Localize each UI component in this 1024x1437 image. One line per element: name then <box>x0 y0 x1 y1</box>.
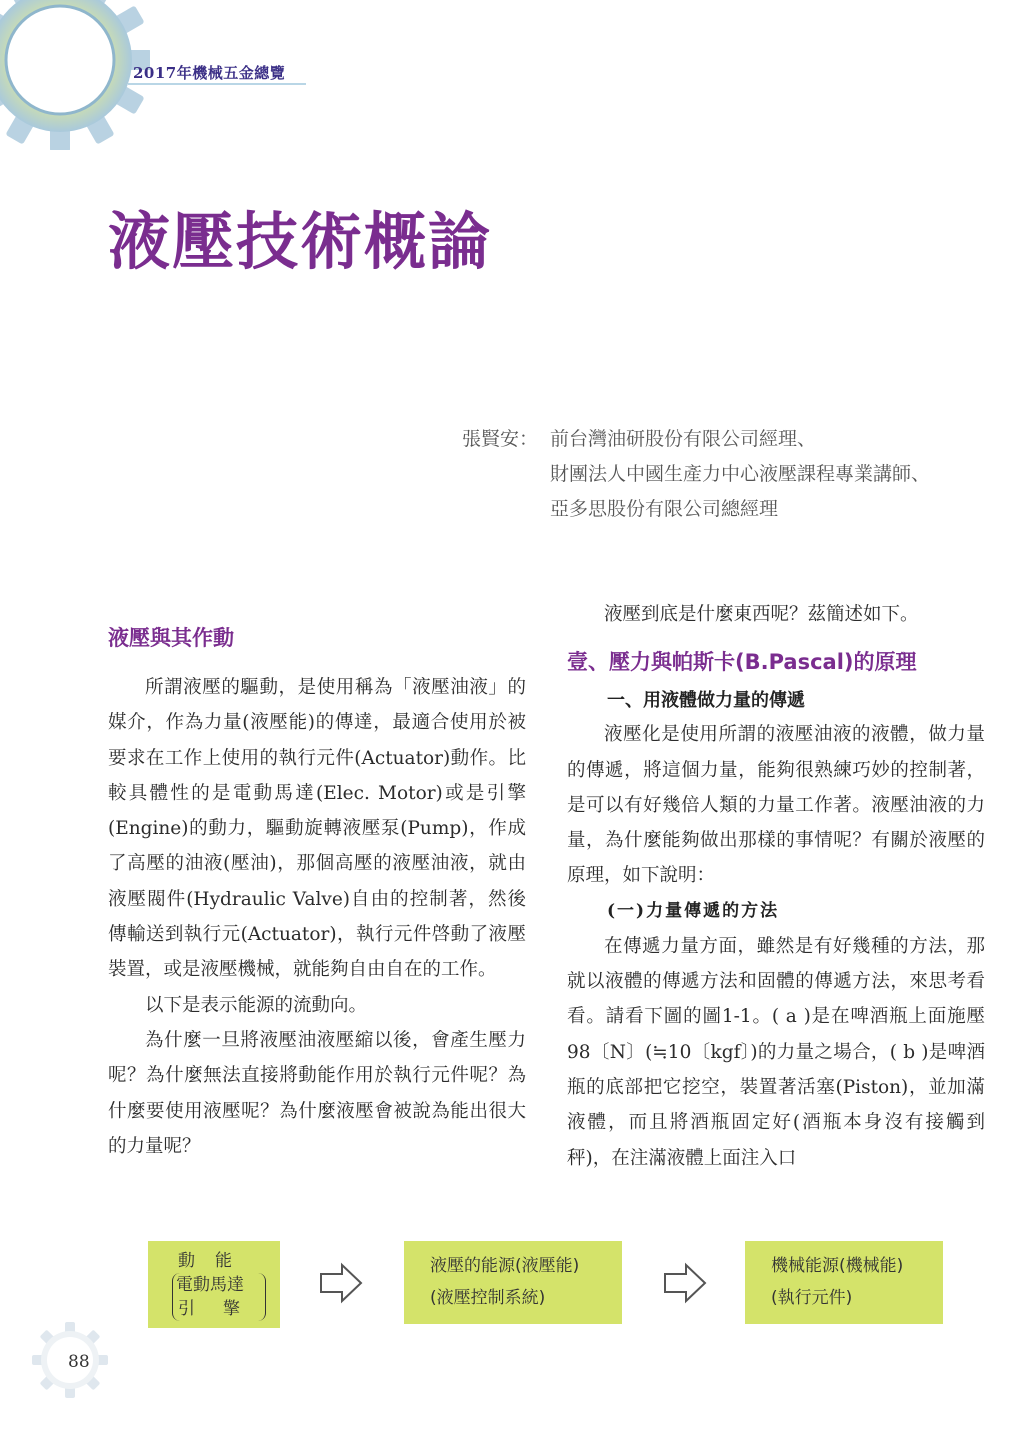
left-paragraph-1: 所謂液壓的驅動，是使用稱為「液壓油液」的媒介，作為力量(液壓能)的傳達，最適合使用於被要求在工作上使用的執行元件(Actuator)動作。比較具體性的是電動馬達(Elec. Motor)或是引擎(Engine)的動力，驅動旋轉液壓泵(Pump)，作成了高壓的油液(壓油)，那個高壓的液壓油液，就由液壓閥件(Hydraulic Valve)自由的控制著，然後傳輸送到執行元(Actuator)，執行元件啓動了液壓裝置，或是液壓機械，就能夠自由自在的工作。 <box>108 677 526 981</box>
energy-source-title: 動能 <box>178 1251 252 1271</box>
mechanical-energy-line1: 機械能源(機械能) <box>771 1256 904 1276</box>
arrow-right-icon <box>318 1262 364 1304</box>
right-intro: 液壓到底是什麼東西呢？茲簡述如下。 <box>604 604 919 625</box>
hydraulic-energy-box <box>404 1241 622 1324</box>
left-paragraph-2: 以下是表示能源的流動向。 <box>145 994 368 1016</box>
hydraulic-energy-line2: (液壓控制系統) <box>430 1288 546 1308</box>
subheading-transfer-method: (一)力量傳遞的方法 <box>607 900 780 921</box>
gear-decoration-icon <box>0 0 150 150</box>
mechanical-energy-box <box>745 1241 943 1324</box>
author-affiliation-1: 前台灣油研股份有限公司經理、 <box>550 428 817 450</box>
subheading-force-transfer: 一、用液體做力量的傳遞 <box>607 690 805 712</box>
page-number: 88 <box>68 1352 90 1372</box>
author-affiliation-2: 財團法人中國生產力中心液壓課程專業講師、 <box>550 463 931 485</box>
author-name: 張賢安： <box>462 428 539 450</box>
energy-source-engine: 引擎 <box>178 1299 268 1319</box>
mechanical-energy-line2: (執行元件) <box>771 1288 853 1308</box>
right-column <box>567 597 985 1176</box>
principle-heading: 壹、壓力與帕斯卡(B.Pascal)的原理 <box>567 650 917 675</box>
publication-title: 2017年機械五金總覽 <box>133 64 286 82</box>
left-column <box>108 670 526 1164</box>
arrow-right-icon <box>662 1262 708 1304</box>
header-divider <box>128 83 306 85</box>
author-affiliation-3: 亞多思股份有限公司總經理 <box>550 498 779 520</box>
right-paragraph-1: 液壓化是使用所謂的液壓油液的液體，做力量的傳遞，將這個力量，能夠很熟練巧妙的控制著，是可以有好幾倍人類的力量工作著。液壓油液的力量，為什麼能夠做出那樣的事情呢？有關於液壓的原理，如下說明： <box>567 724 985 887</box>
energy-source-box <box>148 1241 280 1328</box>
hydraulic-energy-line1: 液壓的能源(液壓能) <box>430 1256 580 1276</box>
article-title: 液壓技術概論 <box>108 205 493 278</box>
right-paragraph-2: 在傳遞力量方面，雖然是有好幾種的方法，那就以液體的傳遞方法和固體的傳遞方法，來思考看看。請看下圖的圖1-1。( a )是在啤酒瓶上面施壓98〔N〕(≒10〔kgf〕)的力量之場合，( b )是啤酒瓶的底部把它挖空，裝置著活塞(Piston)，並加滿液體，而且將酒瓶固定好(酒瓶本身沒有接觸到秤)，在注滿液體上面注入口 <box>567 935 985 1169</box>
section-heading: 液壓與其作動 <box>108 626 234 650</box>
energy-source-motor: 電動馬達 <box>176 1275 244 1295</box>
author-block <box>462 422 930 527</box>
left-paragraph-3: 為什麼一旦將液壓油液壓縮以後，會產生壓力呢？為什麼無法直接將動能作用於執行元件呢？為什麼要使用液壓呢？為什麼液壓會被說為能出很大的力量呢？ <box>108 1029 526 1157</box>
